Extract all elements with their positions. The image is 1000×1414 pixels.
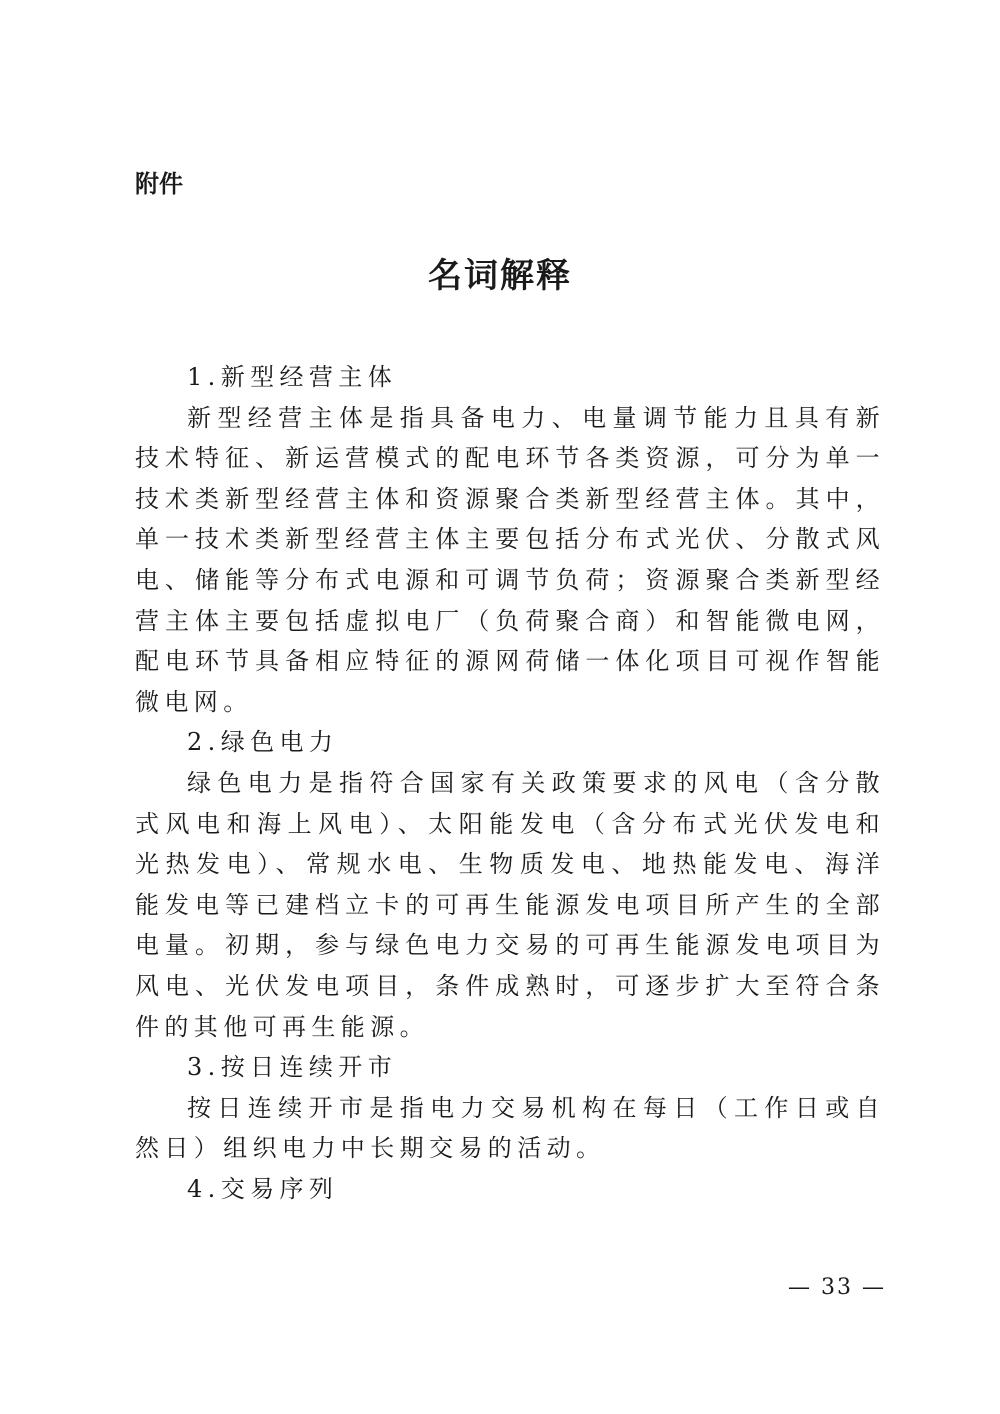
section-heading: 2.绿色电力 (187, 728, 339, 757)
attachment-label: 附件 (135, 170, 183, 198)
document-body (135, 357, 885, 1209)
section-trading-sequence (135, 1169, 885, 1210)
section-green-power (135, 722, 885, 1047)
section-heading: 4.交易序列 (187, 1174, 339, 1203)
page-title: 名词解释 (428, 256, 572, 296)
section-new-business-entity (135, 357, 885, 722)
section-heading: 3.按日连续开市 (187, 1053, 398, 1082)
section-paragraph: 新型经营主体是指具备电力、电量调节能力且具有新技术特征、新运营模式的配电环节各类资源，可分为单一技术类新型经营主体和资源聚合类新型经营主体。其中，单一技术类新型经营主体主要包括分布式光伏、分散式风电、储能等分布式电源和可调节负荷；资源聚合类新型经营主体主要包括虚拟电厂（负荷聚合商）和智能微电网，配电环节具备相应特征的源网荷储一体化项目可视作智能微电网。 (135, 403, 885, 716)
section-paragraph: 绿色电力是指符合国家有关政策要求的风电（含分散式风电和海上风电）、太阳能发电（含分布式光伏发电和光热发电）、常规水电、生物质发电、地热能发电、海洋能发电等已建档立卡的可再生能源发电项目所产生的全部电量。初期，参与绿色电力交易的可再生能源发电项目为风电、光伏发电项目，条件成熟时，可逐步扩大至符合条件的其他可再生能源。 (135, 768, 885, 1041)
section-daily-continuous-market (135, 1047, 885, 1169)
section-paragraph: 按日连续开市是指电力交易机构在每日（工作日或自然日）组织电力中长期交易的活动。 (135, 1093, 885, 1163)
section-heading: 1.新型经营主体 (187, 363, 398, 391)
page-number: — 33 — (788, 1275, 886, 1300)
